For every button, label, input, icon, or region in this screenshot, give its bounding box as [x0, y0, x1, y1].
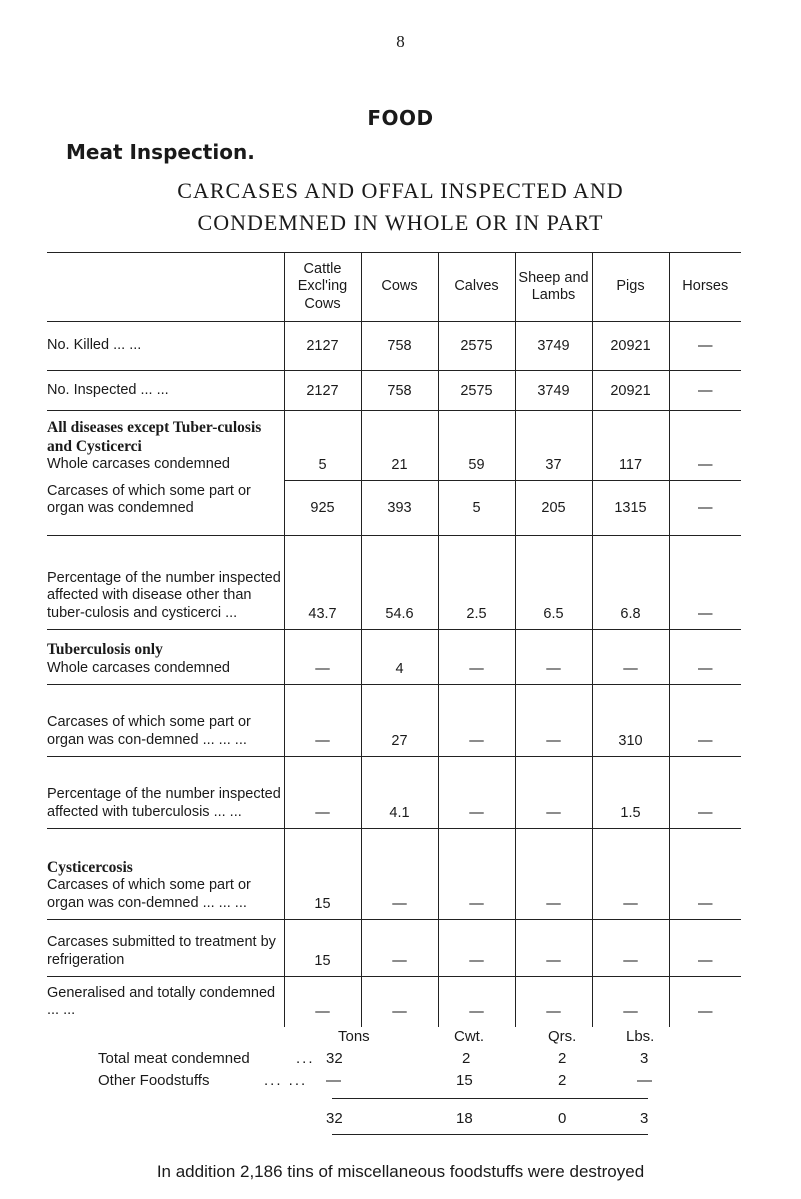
table-cell: 27 — [361, 685, 438, 757]
table-cell: — — [438, 977, 515, 1027]
table-cell: 205 — [515, 481, 592, 536]
table-cell: 6.8 — [592, 536, 669, 630]
table-cell: — — [438, 920, 515, 977]
table-cell: — — [669, 757, 741, 829]
totals-leader-other: ... ... — [264, 1072, 308, 1089]
table-cell: — — [669, 371, 741, 411]
table-cell: 2127 — [284, 322, 361, 371]
table-cell: 5 — [284, 411, 361, 481]
table-cell: 15 — [284, 829, 361, 920]
totals-cell: 2 — [558, 1072, 567, 1089]
totals-cell: 2 — [558, 1050, 567, 1067]
table-row — [47, 481, 741, 536]
table-heading-line1: CARCASES AND OFFAL INSPECTED AND — [177, 178, 624, 203]
header-sheep: Sheep and Lambs — [515, 253, 592, 322]
header-pigs: Pigs — [592, 253, 669, 322]
table-row — [47, 920, 741, 977]
table-cell: 59 — [438, 411, 515, 481]
section-heading-cysticercosis: Cysticercosis — [47, 858, 133, 876]
page-title: FOOD — [367, 106, 434, 130]
table-cell: 758 — [361, 322, 438, 371]
table-row — [47, 536, 741, 630]
table-cell: 37 — [515, 411, 592, 481]
row-label: No. Killed ... ... — [47, 322, 284, 371]
table-cell: — — [669, 481, 741, 536]
table-cell: — — [669, 411, 741, 481]
table-cell: 4 — [361, 630, 438, 685]
row-label-text: Whole carcases condemned — [47, 659, 230, 676]
table-cell: — — [284, 685, 361, 757]
footnote: In addition 2,186 tins of miscellaneous foodstuffs were destroyed — [156, 1162, 645, 1181]
table-row — [47, 757, 741, 829]
totals-header-qrs: Qrs. — [548, 1028, 577, 1045]
row-label: Carcases submitted to treatment by refrigeration — [47, 920, 284, 977]
table-cell: 5 — [438, 481, 515, 536]
totals-cell: 3 — [640, 1050, 649, 1067]
table-cell: 54.6 — [361, 536, 438, 630]
table-cell: 43.7 — [284, 536, 361, 630]
row-label: Carcases of which some part or organ was con-demned ... ... ... — [47, 685, 284, 757]
totals-header-tons: Tons — [338, 1028, 370, 1045]
table-cell: 20921 — [592, 322, 669, 371]
row-label: Percentage of the number inspected affected with disease other than tuber-culosis and cysticerci ... — [47, 536, 284, 630]
table-cell: — — [669, 685, 741, 757]
totals-cell: — — [637, 1072, 652, 1089]
table-cell: 2127 — [284, 371, 361, 411]
header-blank — [47, 253, 284, 322]
table-cell: — — [361, 977, 438, 1027]
table-cell: 1.5 — [592, 757, 669, 829]
inspection-table — [47, 252, 741, 1027]
totals-header-cwt: Cwt. — [454, 1028, 484, 1045]
table-cell: 20921 — [592, 371, 669, 411]
totals-header-lbs: Lbs. — [626, 1028, 655, 1045]
table-cell: 15 — [284, 920, 361, 977]
row-label — [47, 411, 284, 481]
row-label — [47, 630, 284, 685]
table-cell: — — [361, 920, 438, 977]
table-cell: — — [669, 630, 741, 685]
table-row — [47, 411, 741, 481]
row-label-text: Carcases of which some part or organ was con-demned ... ... ... — [47, 877, 251, 911]
section-heading-tuberculosis: Tuberculosis only — [47, 641, 163, 659]
table-cell: — — [669, 536, 741, 630]
page-number: 8 — [396, 32, 405, 51]
row-label: Generalised and totally condemned ... ... — [47, 977, 284, 1027]
totals-label-other: Other Foodstuffs — [98, 1072, 210, 1089]
table-cell: — — [592, 920, 669, 977]
table-cell: 2575 — [438, 371, 515, 411]
table-cell: 1315 — [592, 481, 669, 536]
table-cell: — — [592, 977, 669, 1027]
header-horses: Horses — [669, 253, 741, 322]
header-calves: Calves — [438, 253, 515, 322]
table-cell: — — [669, 920, 741, 977]
section-subtitle: Meat Inspection. — [66, 140, 255, 164]
table-row — [47, 829, 741, 920]
table-row — [47, 630, 741, 685]
table-cell: — — [592, 630, 669, 685]
row-label-text: Whole carcases condemned — [47, 456, 230, 473]
totals-cell: — — [326, 1072, 341, 1089]
table-cell: — — [438, 757, 515, 829]
totals-cell: 32 — [326, 1050, 343, 1067]
table-cell: 925 — [284, 481, 361, 536]
table-cell: 2.5 — [438, 536, 515, 630]
totals-sum-cell: 32 — [326, 1110, 343, 1127]
totals-cell: 2 — [462, 1050, 471, 1067]
table-cell: — — [669, 322, 741, 371]
table-cell: 117 — [592, 411, 669, 481]
header-cattle: Cattle Excl'ing Cows — [284, 253, 361, 322]
table-cell: — — [438, 630, 515, 685]
table-heading-line2: CONDEMNED IN WHOLE OR IN PART — [197, 210, 604, 235]
totals-label-meat: Total meat condemned — [98, 1050, 250, 1067]
table-header-row — [47, 253, 741, 322]
table-cell: 393 — [361, 481, 438, 536]
row-label: Percentage of the number inspected affected with tuberculosis ... ... — [47, 757, 284, 829]
totals-rule-bottom — [332, 1134, 648, 1135]
totals-cell: 15 — [456, 1072, 473, 1089]
table-cell: — — [515, 630, 592, 685]
header-cows: Cows — [361, 253, 438, 322]
table-row — [47, 322, 741, 371]
totals-sum-cell: 18 — [456, 1110, 473, 1127]
section-heading-all-diseases: All diseases except Tuber-culosis and Cysticerci — [47, 418, 262, 455]
totals-sum-cell: 0 — [558, 1110, 567, 1127]
table-cell: 3749 — [515, 371, 592, 411]
totals-leader-meat: ... — [296, 1050, 315, 1067]
table-cell: — — [669, 829, 741, 920]
table-cell: 310 — [592, 685, 669, 757]
table-cell: 2575 — [438, 322, 515, 371]
table-cell: — — [515, 829, 592, 920]
table-cell: 21 — [361, 411, 438, 481]
totals-sum-cell: 3 — [640, 1110, 649, 1127]
table-cell: — — [284, 977, 361, 1027]
table-cell: 6.5 — [515, 536, 592, 630]
table-cell: — — [284, 630, 361, 685]
table-cell: — — [515, 685, 592, 757]
table-cell: — — [438, 685, 515, 757]
table-cell: — — [515, 977, 592, 1027]
table-cell: — — [284, 757, 361, 829]
table-row — [47, 371, 741, 411]
table-cell: — — [361, 829, 438, 920]
row-label — [47, 829, 284, 920]
row-label: Carcases of which some part or organ was condemned — [47, 482, 251, 516]
table-cell: — — [515, 920, 592, 977]
table-cell: 4.1 — [361, 757, 438, 829]
row-label: No. Inspected ... ... — [47, 371, 284, 411]
table-row — [47, 977, 741, 1027]
table-cell: — — [592, 829, 669, 920]
table-cell: — — [515, 757, 592, 829]
table-row — [47, 685, 741, 757]
table-cell: 3749 — [515, 322, 592, 371]
totals-rule-top — [332, 1098, 648, 1099]
table-cell: — — [438, 829, 515, 920]
table-cell: — — [669, 977, 741, 1027]
table-cell: 758 — [361, 371, 438, 411]
